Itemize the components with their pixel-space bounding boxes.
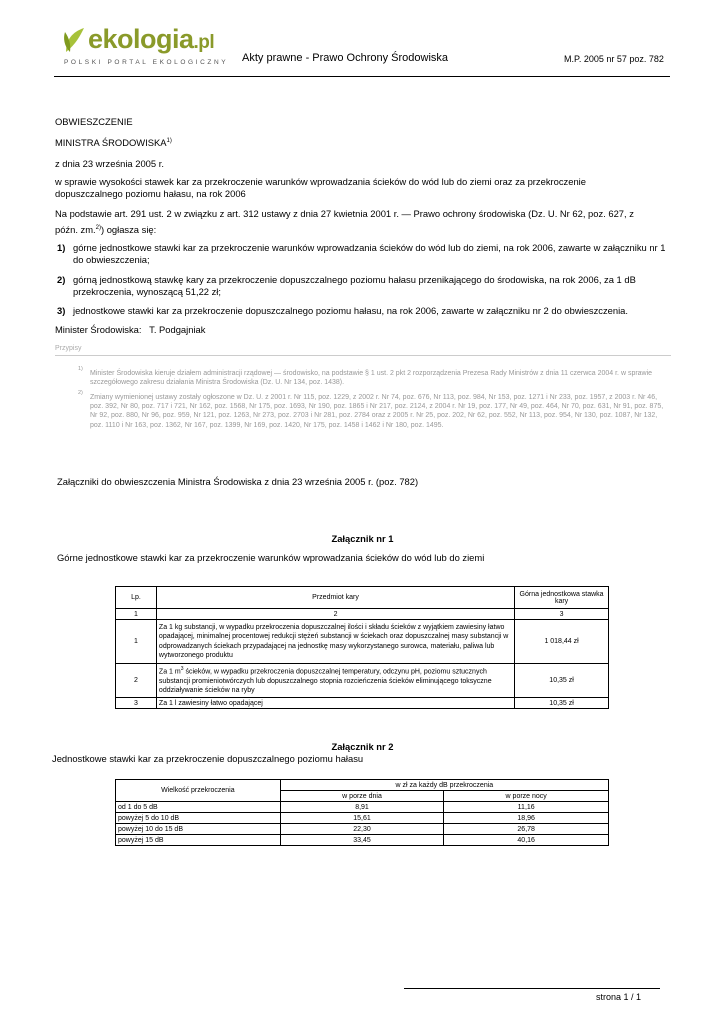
annex2-title: Załącznik nr 2	[331, 741, 394, 752]
table-cell: 2	[156, 609, 514, 620]
table-row	[116, 698, 609, 709]
logo	[62, 24, 229, 74]
doc-heading-1: OBWIESZCZENIE	[55, 116, 133, 127]
table-row	[116, 620, 609, 664]
header-day: w porze dnia	[280, 791, 444, 802]
table-cell: 1	[116, 609, 157, 620]
footnote-number: 1)	[78, 366, 83, 372]
footnote-text: Minister Środowiska kieruje działem administracji rządowej — środowisko, na podstawie § 1 ust. 2 pkt 2 rozporządzenia Prezesa Rady Ministrów z dnia 11 czerwca 2004 r. w sprawie szczegółowego zakresu działania Ministra Środowiska (Dz. U. Nr 134, poz. 1438).	[90, 370, 653, 387]
footnote-text: Zmiany wymienionej ustawy zostały ogłoszone w Dz. U. z 2001 r. Nr 115, poz. 1229, z 2002 r. Nr 74, poz. 676, Nr 113, poz. 984, Nr 153, poz. 1271 i Nr 233, poz. 1957, z 2003 r. Nr 46, poz. 392, Nr 80, poz. 717 i 721, Nr 162, poz. 1568, Nr 175, poz. 1693, Nr 190, poz. 1865 i Nr 217, poz. 2124, z 2004 r. Nr 19, poz. 177, Nr 49, poz. 464, Nr 70, poz. 631, Nr 91, poz. 875, Nr 92, poz. 880, Nr 96, poz. 959, Nr 121, poz. 1263, Nr 273, poz. 2703 i Nr 281, poz. 2784 oraz z 2005 r. Nr 25, poz. 202, Nr 62, poz. 552, Nr 113, poz. 954, Nr 130, poz. 1087, Nr 132, poz. 1110 i Nr 163, poz. 1362, Nr 167, poz. 1399, Nr 169, poz. 1420, Nr 175, poz. 1458 i 1462 i Nr 180, poz. 1495.	[90, 394, 664, 429]
table-cell: 2	[116, 664, 157, 698]
doc-signature: Minister Środowiska: T. Podgajniak	[55, 324, 206, 335]
header-divider	[54, 76, 670, 77]
logo-tagline: POLSKI PORTAL EKOLOGICZNY	[64, 59, 229, 66]
header-rate: Górna jednostkowa stawka kary	[515, 587, 609, 609]
table-cell: 33,45	[280, 835, 444, 846]
doc-heading-2: MINISTRA ŚRODOWISKA$^{1)}$	[55, 137, 172, 149]
table-number-row	[116, 609, 609, 620]
annex1-subtitle: Górne jednostkowe stawki kar za przekroczenie warunków wprowadzania ścieków do wód lub do ziemi	[57, 552, 485, 563]
footnotes-label: Przypisy	[55, 345, 82, 352]
annex2-table	[115, 779, 609, 846]
doc-basis-line1: Na podstawie art. 291 ust. 2 w związku z art. 312 ustawy z dnia 27 kwietnia 2001 r. — Prawo ochrony środowiska (Dz. U. Nr 62, poz. 627, z	[55, 208, 634, 219]
table-cell: 8,91	[280, 802, 444, 813]
table-cell: 40,16	[444, 835, 609, 846]
table-cell: 3	[515, 609, 609, 620]
header-reference: M.P. 2005 nr 57 poz. 782	[564, 54, 664, 64]
header-night: w porze nocy	[444, 791, 609, 802]
table-header-row	[116, 780, 609, 791]
doc-date: z dnia 23 września 2005 r.	[55, 158, 164, 169]
table-cell: Za 1 l zawiesiny łatwo opadającej	[156, 698, 514, 709]
header-group: w zł za każdy dB przekroczenia	[280, 780, 608, 791]
table-cell: powyżej 5 do 10 dB	[116, 813, 281, 824]
header-lp: Lp.	[116, 587, 157, 609]
table-cell: 10,35 zł	[515, 664, 609, 698]
table-cell: 1	[116, 620, 157, 664]
table-cell: 22,30	[280, 824, 444, 835]
table-cell: 10,35 zł	[515, 698, 609, 709]
table-cell: Za 1 $m^3$ ścieków, w wypadku przekroczenia dopuszczalnej temperatury, odczynu pH, poziomu sztucznych substancji promieniotwórczych lub dopuszczalnego stopnia rozcieńczenia ścieków eliminującego toksyczne oddziaływanie ścieków na ryby	[156, 664, 514, 698]
header-size: Wielkość przekroczenia	[116, 780, 281, 802]
header-subject: Przedmiot kary	[156, 587, 514, 609]
annex1-title: Załącznik nr 1	[331, 533, 394, 544]
table-cell: 26,78	[444, 824, 609, 835]
annex2-subtitle: Jednostkowe stawki kar za przekroczenie dopuszczalnego poziomu hałasu	[52, 753, 364, 764]
footnotes-divider	[55, 355, 671, 356]
footnote-number: 2)	[78, 390, 83, 396]
table-cell: 11,16	[444, 802, 609, 813]
table-row	[116, 664, 609, 698]
table-row	[116, 824, 609, 835]
doc-subject: w sprawie wysokości stawek kar za przekroczenie warunków wprowadzania ścieków do wód lub do ziemi oraz za przekroczenie dopuszczalnego poziomu hałasu, na rok 2006	[55, 176, 586, 200]
page-number: strona 1 / 1	[596, 992, 642, 1002]
table-row	[116, 835, 609, 846]
table-cell: od 1 do 5 dB	[116, 802, 281, 813]
attachments-intro: Załączniki do obwieszczenia Ministra Środowiska z dnia 23 września 2005 r. (poz. 782)	[57, 476, 419, 487]
table-cell: 15,61	[280, 813, 444, 824]
table-header-row	[116, 587, 609, 609]
logo-wordmark: ekologia.pl	[88, 24, 215, 54]
header-title: Akty prawne - Prawo Ochrony Środowiska	[242, 52, 449, 64]
table-cell: 18,96	[444, 813, 609, 824]
footer-divider	[404, 988, 660, 989]
annex1-table	[115, 586, 609, 709]
table-row	[116, 802, 609, 813]
table-cell: Za 1 kg substancji, w wypadku przekroczenia dopuszczalnej ilości i składu ścieków z wyjątkiem zawiesiny łatwo opadającej, minimalnej procentowej redukcji stężeń substancji w ściekach oraz dopuszczalnej masy substancji w odprowadzanych ściekach przypadającej na jednostkę masy wykorzystanego surowca, materiału, paliwa lub wytworzonego produktu	[156, 620, 514, 664]
table-cell: 1 018,44 zł	[515, 620, 609, 664]
table-cell: 3	[116, 698, 157, 709]
table-cell: powyżej 15 dB	[116, 835, 281, 846]
doc-basis-line2: późn. zm.$^{2)}$) ogłasza się:	[55, 224, 157, 236]
table-row	[116, 813, 609, 824]
table-cell: powyżej 10 do 15 dB	[116, 824, 281, 835]
leaf-icon	[62, 26, 88, 54]
